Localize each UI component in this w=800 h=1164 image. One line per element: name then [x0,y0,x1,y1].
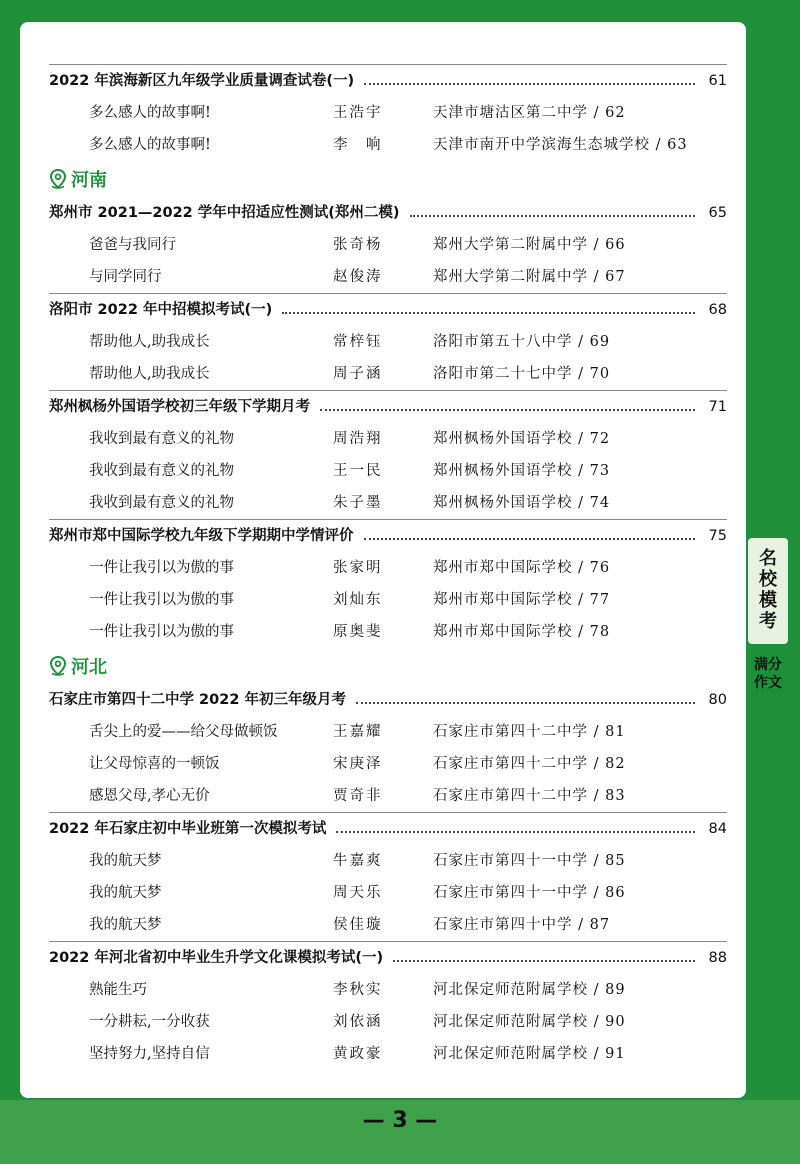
leader-dots [364,83,695,85]
essay-school-page: 郑州市郑中国际学校 / 77 [433,592,611,608]
leader-dots [336,831,695,833]
essay-author: 周天乐 [333,885,383,901]
essay-entry[interactable] [27,326,727,358]
essay-entry[interactable] [27,909,727,941]
essay-author: 宋庚泽 [333,756,383,772]
essay-author: 贾奇非 [333,788,383,804]
essay-title: 我的航天梦 [89,885,162,901]
essay-school-page: 洛阳市第五十八中学 / 69 [433,334,611,350]
essay-title: 我的航天梦 [89,853,162,869]
essay-school-page: 天津市南开中学滨海生态城学校 / 63 [433,137,688,153]
essay-entry[interactable] [27,780,727,812]
essay-school-page: 郑州大学第二附属中学 / 66 [433,237,626,253]
essay-school-page: 郑州枫杨外国语学校 / 74 [433,495,611,511]
essay-entry[interactable] [27,358,727,390]
leader-dots [356,702,695,704]
essay-entry[interactable] [27,974,727,1006]
essay-author: 王浩宇 [333,105,383,121]
exam-page: 75 [708,528,727,544]
leader-dots [320,409,695,411]
essay-author: 牛嘉爽 [333,853,383,869]
essay-title: 与同学同行 [89,269,162,285]
exam-title: 2022 年滨海新区九年级学业质量调查试卷(一) [49,73,355,89]
exam-entry[interactable] [27,942,727,974]
essay-entry[interactable] [27,716,727,748]
essay-author: 侯佳璇 [333,917,383,933]
essay-school-page: 石家庄市第四十中学 / 87 [433,917,611,933]
region-label: 河北 [71,657,107,678]
essay-school-page: 郑州枫杨外国语学校 / 73 [433,463,611,479]
essay-title: 一件让我引以为傲的事 [89,624,234,640]
essay-title: 舌尖上的爱——给父母做顿饭 [89,724,278,740]
essay-title: 我的航天梦 [89,917,162,933]
region-heading [27,648,727,684]
essay-school-page: 河北保定师范附属学校 / 90 [433,1014,626,1030]
essay-entry[interactable] [27,616,727,648]
essay-title: 帮助他人,助我成长 [89,366,210,382]
region-heading [27,161,727,197]
region-label: 河南 [71,170,107,191]
essay-author: 张家明 [333,560,383,576]
essay-school-page: 石家庄市第四十一中学 / 86 [433,885,626,901]
essay-title: 一件让我引以为傲的事 [89,592,234,608]
essay-entry[interactable] [27,1038,727,1070]
exam-entry[interactable] [27,684,727,716]
essay-entry[interactable] [27,845,727,877]
essay-author: 原奥斐 [333,624,383,640]
essay-author: 李秋实 [333,982,383,998]
essay-title: 一件让我引以为傲的事 [89,560,234,576]
exam-title: 郑州市 2021—2022 学年中招适应性测试(郑州二模) [49,205,400,221]
essay-entry[interactable] [27,261,727,293]
essay-school-page: 天津市塘沽区第二中学 / 62 [433,105,626,121]
essay-title: 感恩父母,孝心无价 [89,788,210,804]
essay-school-page: 郑州市郑中国际学校 / 78 [433,624,611,640]
essay-title: 多么感人的故事啊! [89,105,211,121]
essay-author: 张奇杨 [333,237,383,253]
essay-title: 让父母惊喜的一顿饭 [89,756,220,772]
essay-author: 刘依涵 [333,1014,383,1030]
leader-dots [393,960,695,962]
essay-author: 周浩翔 [333,431,383,447]
essay-entry[interactable] [27,455,727,487]
exam-page: 71 [708,399,727,415]
essay-school-page: 郑州大学第二附属中学 / 67 [433,269,626,285]
exam-page: 65 [708,205,727,221]
essay-entry[interactable] [27,97,727,129]
exam-entry[interactable] [27,65,727,97]
essay-author: 黄政豪 [333,1046,383,1062]
essay-school-page: 洛阳市第二十七中学 / 70 [433,366,611,382]
exam-entry[interactable] [27,197,727,229]
exam-title: 石家庄市第四十二中学 2022 年初三年级月考 [49,692,346,708]
essay-title: 我收到最有意义的礼物 [89,495,234,511]
exam-entry[interactable] [27,294,727,326]
essay-author: 李 响 [333,137,383,153]
essay-school-page: 河北保定师范附属学校 / 89 [433,982,626,998]
essay-entry[interactable] [27,487,727,519]
leader-dots [364,538,696,540]
exam-page: 84 [708,821,727,837]
leader-dots [410,215,695,217]
exam-title: 2022 年河北省初中毕业生升学文化课模拟考试(一) [49,950,384,966]
exam-title: 郑州枫杨外国语学校初三年级下学期月考 [49,399,310,415]
essay-entry[interactable] [27,584,727,616]
essay-title: 熟能生巧 [89,982,147,998]
essay-entry[interactable] [27,877,727,909]
essay-entry[interactable] [27,1006,727,1038]
location-pin-icon [49,656,67,676]
essay-author: 常梓钰 [333,334,383,350]
side-tab-label: 名校模考 [759,548,777,632]
essay-school-page: 河北保定师范附属学校 / 91 [433,1046,626,1062]
essay-author: 王嘉耀 [333,724,383,740]
essay-school-page: 石家庄市第四十一中学 / 85 [433,853,626,869]
essay-title: 帮助他人,助我成长 [89,334,210,350]
side-tab-sublabel: 满分作文 [754,657,782,691]
essay-author: 周子涵 [333,366,383,382]
essay-entry[interactable] [27,229,727,261]
exam-page: 88 [708,950,727,966]
exam-title: 2022 年石家庄初中毕业班第一次模拟考试 [49,821,327,837]
essay-title: 坚持努力,坚持自信 [89,1046,210,1062]
essay-title: 我收到最有意义的礼物 [89,463,234,479]
exam-title: 洛阳市 2022 年中招模拟考试(一) [49,302,273,318]
table-of-contents [27,64,727,1070]
exam-entry[interactable] [27,520,727,552]
essay-title: 爸爸与我同行 [89,237,176,253]
essay-school-page: 郑州枫杨外国语学校 / 72 [433,431,611,447]
essay-author: 王一民 [333,463,383,479]
essay-entry[interactable] [27,748,727,780]
leader-dots [282,312,695,314]
essay-school-page: 石家庄市第四十二中学 / 82 [433,756,626,772]
exam-title: 郑州市郑中国际学校九年级下学期期中学情评价 [49,528,354,544]
exam-page: 68 [708,302,727,318]
page-number: — 3 — [362,1108,438,1133]
essay-entry[interactable] [27,423,727,455]
essay-entry[interactable] [27,129,727,161]
essay-title: 一分耕耘,一分收获 [89,1014,210,1030]
essay-author: 朱子墨 [333,495,383,511]
exam-page: 61 [708,73,727,89]
essay-title: 多么感人的故事啊! [89,137,211,153]
exam-page: 80 [708,692,727,708]
exam-entry[interactable] [27,813,727,845]
essay-author: 赵俊涛 [333,269,383,285]
essay-entry[interactable] [27,552,727,584]
essay-school-page: 石家庄市第四十二中学 / 83 [433,788,626,804]
essay-author: 刘灿东 [333,592,383,608]
location-pin-icon [49,169,67,189]
essay-school-page: 石家庄市第四十二中学 / 81 [433,724,626,740]
essay-school-page: 郑州市郑中国际学校 / 76 [433,560,611,576]
essay-title: 我收到最有意义的礼物 [89,431,234,447]
exam-entry[interactable] [27,391,727,423]
